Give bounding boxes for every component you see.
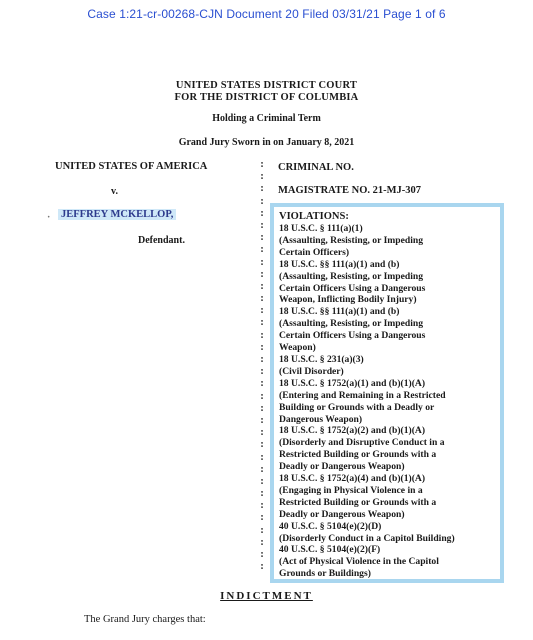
violation-line: Deadly or Dangerous Weapon)	[279, 461, 405, 473]
caption-colon: :	[260, 414, 264, 426]
violation-line: 18 U.S.C. §§ 111(a)(1) and (b)	[279, 306, 400, 318]
defendant-label: Defendant.	[138, 235, 185, 246]
caption-colon: :	[260, 549, 264, 560]
violation-line: Certain Officers Using a Dangerous	[279, 282, 426, 294]
caption-colon: :	[260, 232, 264, 244]
violation-line: 18 U.S.C. § 231(a)(3)	[279, 353, 364, 365]
caption-colon: :	[260, 256, 264, 268]
criminal-number: CRIMINAL NO.	[278, 162, 354, 173]
versus-label: v.	[111, 186, 118, 197]
caption-colon: :	[260, 341, 264, 353]
case-header: Case 1:21-cr-00268-CJN Document 20 Filed 03/31/21 Page 1 of 6	[87, 7, 446, 21]
caption-colon: :	[260, 524, 264, 536]
text-cursor-mark: ·	[47, 212, 51, 223]
caption-colon: :	[260, 354, 264, 365]
magistrate-number: MAGISTRATE NO. 21-MJ-307	[278, 185, 422, 196]
caption-colon: :	[260, 427, 264, 439]
violation-line: (Engaging in Physical Violence in a	[279, 484, 423, 496]
caption-colon: :	[260, 366, 264, 378]
caption-colon: :	[260, 159, 264, 170]
plaintiff-name: UNITED STATES OF AMERICA	[55, 161, 208, 172]
violation-line: Building or Grounds with a Deadly or	[279, 401, 435, 413]
caption-colon: :	[260, 378, 264, 390]
court-name: UNITED STATES DISTRICT COURT	[175, 80, 358, 91]
violations-title: VIOLATIONS:	[279, 211, 349, 222]
caption-colon: :	[260, 293, 264, 305]
violation-line: (Assaulting, Resisting, or Impeding	[279, 270, 424, 282]
violation-line: Dangerous Weapon)	[279, 413, 363, 425]
caption-colon: :	[260, 305, 264, 317]
grand-jury-charges: The Grand Jury charges that:	[84, 614, 206, 625]
caption-colon: :	[260, 512, 264, 524]
caption-colon: :	[260, 390, 264, 402]
violation-line: Deadly or Dangerous Weapon)	[279, 508, 405, 520]
violation-line: Restricted Building or Grounds with a	[279, 496, 437, 508]
caption-colon: :	[260, 451, 264, 463]
caption-colon: :	[260, 317, 264, 329]
violation-line: (Disorderly and Disruptive Conduct in a	[279, 437, 445, 449]
caption-colon: :	[260, 439, 264, 451]
violation-line: (Act of Physical Violence in the Capitol	[279, 556, 439, 568]
violation-line: 18 U.S.C. §§ 111(a)(1) and (b)	[279, 258, 400, 270]
caption-colon: :	[260, 561, 264, 573]
caption-colon-column	[257, 159, 267, 573]
violation-line: 40 U.S.C. § 5104(e)(2)(D)	[279, 520, 382, 532]
violation-line: Weapon)	[279, 342, 316, 354]
violation-line: Grounds or Buildings)	[279, 568, 371, 580]
grand-jury-sworn: Grand Jury Sworn in on January 8, 2021	[178, 137, 355, 148]
indictment-heading: INDICTMENT	[220, 590, 313, 602]
violation-line: Restricted Building or Grounds with a	[279, 449, 437, 461]
violation-line: Certain Officers)	[279, 246, 350, 258]
caption-colon: :	[260, 171, 264, 183]
violation-line: (Entering and Remaining in a Restricted	[279, 389, 446, 401]
caption-colon: :	[260, 219, 264, 231]
violations-box[interactable]	[270, 203, 504, 583]
violation-line: 18 U.S.C. § 1752(a)(1) and (b)(1)(A)	[279, 377, 426, 389]
violation-line: 18 U.S.C. § 1752(a)(4) and (b)(1)(A)	[279, 473, 426, 485]
caption-colon: :	[260, 402, 264, 414]
caption-colon: :	[260, 268, 264, 280]
violation-line: 40 U.S.C. § 5104(e)(2)(F)	[279, 544, 381, 556]
caption-colon: :	[260, 500, 264, 512]
caption-colon: :	[260, 207, 264, 219]
caption-colon: :	[260, 280, 264, 292]
violation-line: (Disorderly Conduct in a Capitol Building)	[279, 532, 455, 544]
caption-colon: :	[260, 475, 264, 487]
violation-line: (Assaulting, Resisting, or Impeding	[279, 318, 424, 330]
caption-colon: :	[260, 329, 264, 341]
violation-line: (Civil Disorder)	[279, 365, 344, 377]
caption-colon: :	[260, 195, 264, 207]
criminal-term: Holding a Criminal Term	[212, 113, 321, 124]
court-district: FOR THE DISTRICT OF COLUMBIA	[174, 92, 359, 103]
caption-colon: :	[260, 536, 264, 548]
violation-line: 18 U.S.C. § 1752(a)(2) and (b)(1)(A)	[279, 425, 426, 437]
violation-line: Weapon, Inflicting Bodily Injury)	[279, 294, 417, 306]
caption-colon: :	[260, 488, 264, 500]
defendant-name[interactable]: JEFFREY MCKELLOP,	[58, 209, 176, 220]
violation-line: Certain Officers Using a Dangerous	[279, 330, 426, 342]
caption-colon: :	[260, 183, 264, 195]
violation-line: 18 U.S.C. § 111(a)(1)	[279, 223, 363, 234]
caption-colon: :	[260, 244, 264, 256]
caption-colon: :	[260, 463, 264, 475]
violation-line: (Assaulting, Resisting, or Impeding	[279, 234, 424, 246]
